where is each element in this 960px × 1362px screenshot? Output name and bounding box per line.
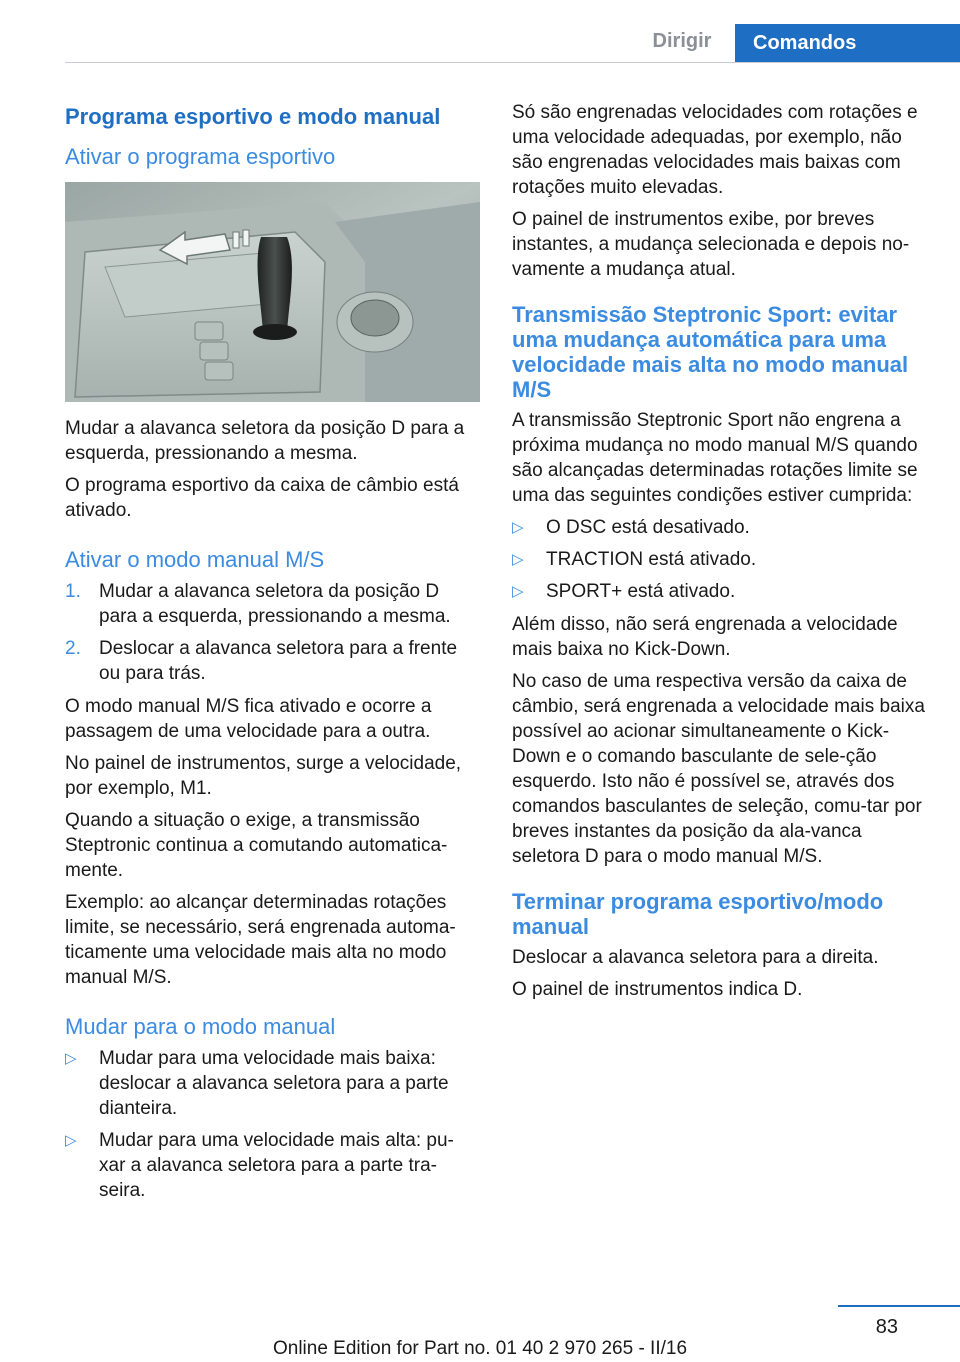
list-item (65, 636, 480, 686)
paragraph: Deslocar a alavanca seletora para a direita. (512, 947, 879, 968)
subsection-title-change-manual: Mudar para o modo manual (65, 1014, 336, 1039)
list-item (512, 515, 930, 540)
paragraph: No painel de instrumentos, surge a velocidade, por exemplo, M1. (65, 753, 462, 799)
footer-rule (838, 1305, 960, 1307)
paragraph: No caso de uma respectiva versão da caixa de câmbio, será engrenada a velocidade mais baixa possível ao acionar simultaneamente o Kick-Down e o comando basculante de sele‐ção esquerdo. Isto não é possível se, através dos comandos basculantes de seleção, comu‐tar por breves instantes da posição da ala‐vanca seletora D para o modo manual M/S. (512, 671, 925, 867)
paragraph: A transmissão Steptronic Sport não engrena a próxima mudança no modo manual M/S quando são alcançadas determinadas rotações limite se uma das seguintes condições estiver cumprida: (512, 410, 918, 506)
bullet-list (65, 1046, 480, 1203)
bullet-text: Mudar para uma velocidade mais alta: pu‐xar a alavanca seletora para a parte tra‐seira. (99, 1130, 454, 1201)
paragraph: O painel de instrumentos indica D. (512, 979, 803, 1000)
subsection-title-end-sport-program: Terminar programa esportivo/modo manual (512, 889, 884, 939)
bullet-text: SPORT+ está ativado. (546, 581, 736, 602)
header-section-label: Dirigir (652, 30, 712, 52)
condition-list (512, 515, 930, 604)
paragraph: Além disso, não será engrenada a velocidade mais baixa no Kick-Down. (512, 614, 898, 660)
list-item (512, 547, 930, 572)
edition-footer: Online Edition for Part no. 01 40 2 970 265 - II/16 (272, 1338, 688, 1359)
paragraph: O programa esportivo da caixa de câmbio está ativado. (65, 475, 459, 521)
list-item (65, 579, 480, 629)
header-rule (65, 62, 960, 63)
list-item (65, 1128, 480, 1203)
list-item (65, 1046, 480, 1121)
header-chapter-tab: Comandos (735, 24, 960, 62)
triangle-bullet-icon: ▷ (512, 551, 524, 568)
triangle-bullet-icon: ▷ (65, 1050, 77, 1067)
triangle-bullet-icon: ▷ (65, 1132, 77, 1149)
page-number: 83 (875, 1316, 898, 1338)
left-column (65, 100, 480, 1211)
subsection-title-steptronic-sport: Transmissão Steptronic Sport: evitar uma mudança automática para uma velocidade mais alta no modo manual M/S (512, 302, 909, 402)
triangle-bullet-icon: ▷ (512, 519, 524, 536)
subsection-title-manual-mode: Ativar o modo manual M/S (65, 547, 325, 572)
gear-selector-photo (65, 182, 480, 402)
triangle-bullet-icon: ▷ (512, 583, 524, 600)
bullet-text: O DSC está desativado. (546, 517, 750, 538)
paragraph: O modo manual M/S fica ativado e ocorre a passagem de uma velocidade para a outra. (65, 696, 432, 742)
right-column (512, 100, 930, 1009)
step-number: 1. (65, 581, 81, 602)
numbered-steps (65, 579, 480, 686)
step-number: 2. (65, 638, 81, 659)
step-text: Mudar a alavanca seletora da posição D para a esquerda, pressionando a mesma. (99, 581, 451, 627)
list-item (512, 579, 930, 604)
subsection-title-sport-program: Ativar o programa esportivo (65, 144, 336, 169)
paragraph: Mudar a alavanca seletora da posição D para a esquerda, pressionando a mesma. (65, 418, 465, 464)
bullet-text: TRACTION está ativado. (546, 549, 757, 570)
paragraph: Só são engrenadas velocidades com rotações e uma velocidade adequadas, por exemplo, não são engrenadas velocidades mais baixas com rotações muito elevadas. (512, 102, 918, 198)
section-title: Programa esportivo e modo manual (65, 104, 441, 129)
step-text: Deslocar a alavanca seletora para a frente ou para trás. (99, 638, 458, 684)
bullet-text: Mudar para uma velocidade mais baixa: deslocar a alavanca seletora para a parte dianteira. (99, 1048, 449, 1119)
paragraph: O painel de instrumentos exibe, por breves instantes, a mudança selecionada e depois no‐vamente a mudança atual. (512, 209, 910, 280)
paragraph: Quando a situação o exige, a transmissão Steptronic continua a comutando automatica‐mente. (65, 810, 448, 881)
paragraph: Exemplo: ao alcançar determinadas rotações limite, se necessário, será engrenada automa‐ticamente uma velocidade mais alta no modo manual M/S. (65, 892, 456, 988)
